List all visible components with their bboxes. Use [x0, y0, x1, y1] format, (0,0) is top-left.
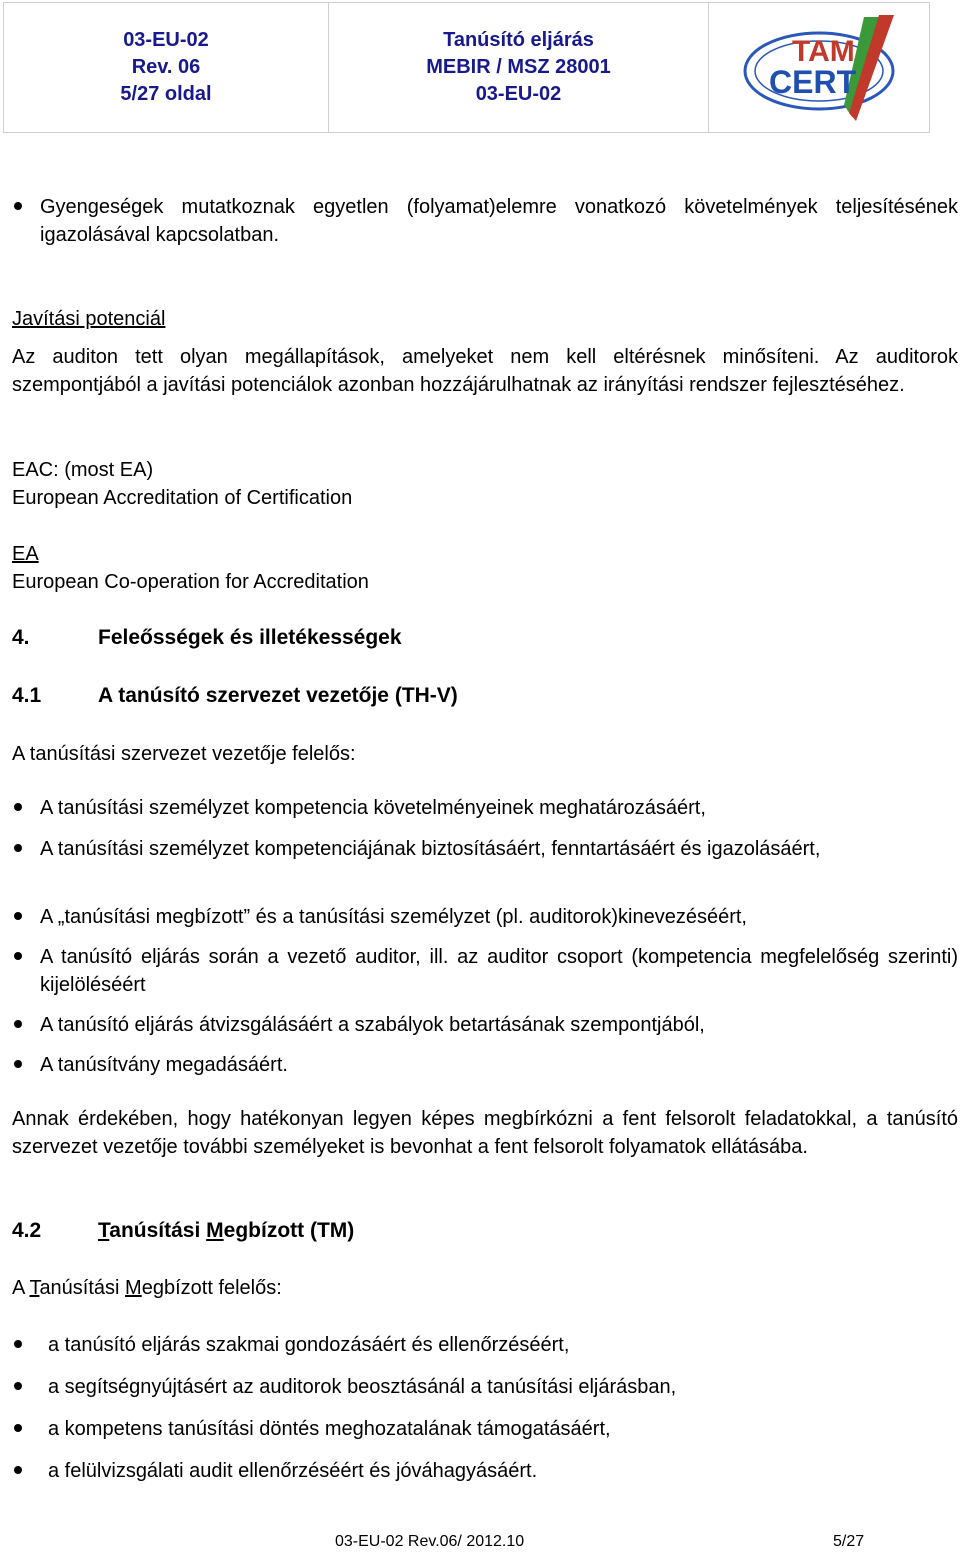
bullet-dot	[14, 844, 22, 852]
bullet-dot	[14, 202, 22, 210]
footer-doc-info: 03-EU-02 Rev.06/ 2012.10	[335, 1533, 525, 1550]
list-item: A tanúsítási személyzet kompetenciájának biztosításáért, fenntartásáért és igazolásáért,	[40, 838, 821, 860]
title-part: T	[98, 1219, 110, 1242]
header-doc-code: 03-EU-02	[123, 29, 209, 51]
list-item: A tanúsítási személyzet kompetencia követelményeinek meghatározásáért,	[40, 797, 706, 819]
ea-title: EA	[12, 543, 39, 565]
eac-line-1: EAC: (most EA)	[12, 459, 154, 481]
logo-text-top: TAM	[792, 34, 855, 68]
list-item: a tanúsító eljárás szakmai gondozásáért és ellenőrzéséért,	[48, 1334, 570, 1356]
header-logo-cell	[709, 3, 929, 132]
bullet-dot	[14, 1020, 22, 1028]
list-item: a segítségnyújtásért az auditorok beosztásánál a tanúsítási eljárásban,	[48, 1376, 677, 1398]
section-42-number: 4.2	[12, 1219, 42, 1242]
section-42-intro	[12, 1274, 958, 1302]
footer-page: 5/27	[833, 1533, 865, 1550]
section-41-paragraph: Annak érdekében, hogy hatékonyan legyen képes megbírkózni a fent felsorolt feladatokkal, a tanúsító szervezet vezetője további személyeket is bevonhat a fent felsorolt folyamatok ellátásába.	[12, 1108, 958, 1158]
bullet-dot	[14, 1060, 22, 1068]
title-part: egbízott (TM)	[223, 1219, 355, 1242]
section-4-title: Feleősségek és illetékességek	[98, 626, 402, 649]
javitasi-title: Javítási potenciál	[12, 308, 166, 330]
list-item: A tanúsító eljárás átvizsgálásáért a szabályok betartásának szempontjából,	[40, 1014, 705, 1036]
ea-line: European Co-operation for Accreditation	[12, 571, 369, 593]
bullet-dot	[14, 1424, 22, 1432]
list-item: A tanúsító eljárás során a vezető auditor, ill. az auditor csoport (kompetencia megfelelőség szerinti) kijelöléséért	[40, 946, 958, 996]
section-4-number: 4.	[12, 626, 30, 649]
bullet-dot	[14, 952, 22, 960]
tamcert-logo	[734, 9, 904, 127]
section-42-title	[98, 1217, 354, 1245]
header-standard: MEBIR / MSZ 28001	[426, 56, 611, 78]
eac-line-2: European Accreditation of Certification	[12, 487, 353, 509]
header-doc-info	[4, 3, 329, 132]
javitasi-text: Az auditon tett olyan megállapítások, amelyeket nem kell eltérésnek minősíteni. Az auditorok szempontjából a javítási potenciálok azonban hozzájárulhatnak az irányítási rendszer fejlesztéséhez.	[12, 346, 958, 396]
bullet-dot	[14, 1340, 22, 1348]
bullet-dot	[14, 1382, 22, 1390]
intro-part: egbízott felelős:	[141, 1277, 282, 1299]
bullet-dot	[14, 1466, 22, 1474]
list-item: A „tanúsítási megbízott” és a tanúsítási személyzet (pl. auditorok)kinevezéséért,	[40, 906, 747, 928]
title-part: anúsítási	[109, 1219, 207, 1242]
header-title: Tanúsító eljárás	[443, 29, 594, 51]
intro-part: A	[12, 1277, 30, 1299]
intro-part: M	[125, 1277, 142, 1299]
section-41-intro: A tanúsítási szervezet vezetője felelős:	[12, 743, 356, 765]
header-title-info	[329, 3, 709, 132]
list-item: A tanúsítvány megadásáért.	[40, 1054, 288, 1076]
title-part: M	[206, 1219, 224, 1242]
section-41-title: A tanúsító szervezet vezetője (TH-V)	[98, 684, 458, 707]
list-item: a kompetens tanúsítási döntés meghozatalának támogatásáért,	[48, 1418, 611, 1440]
list-item: a felülvizsgálati audit ellenőrzéséért és jóváhagyásáért.	[48, 1460, 538, 1482]
list-item: Gyengeségek mutatkoznak egyetlen (folyamat)elemre vonatkozó követelmények teljesítésének igazolásával kapcsolatban.	[40, 196, 958, 246]
bullet-dot	[14, 803, 22, 811]
logo-text-bottom: CERT	[769, 63, 857, 100]
header-code: 03-EU-02	[475, 83, 562, 105]
intro-part: anúsítási	[39, 1277, 126, 1299]
intro-part: T	[29, 1277, 40, 1299]
section-41-number: 4.1	[12, 684, 42, 707]
header-revision: Rev. 06	[131, 56, 201, 78]
bullet-dot	[14, 912, 22, 920]
header-page: 5/27 oldal	[120, 83, 212, 105]
document-header	[3, 2, 930, 133]
